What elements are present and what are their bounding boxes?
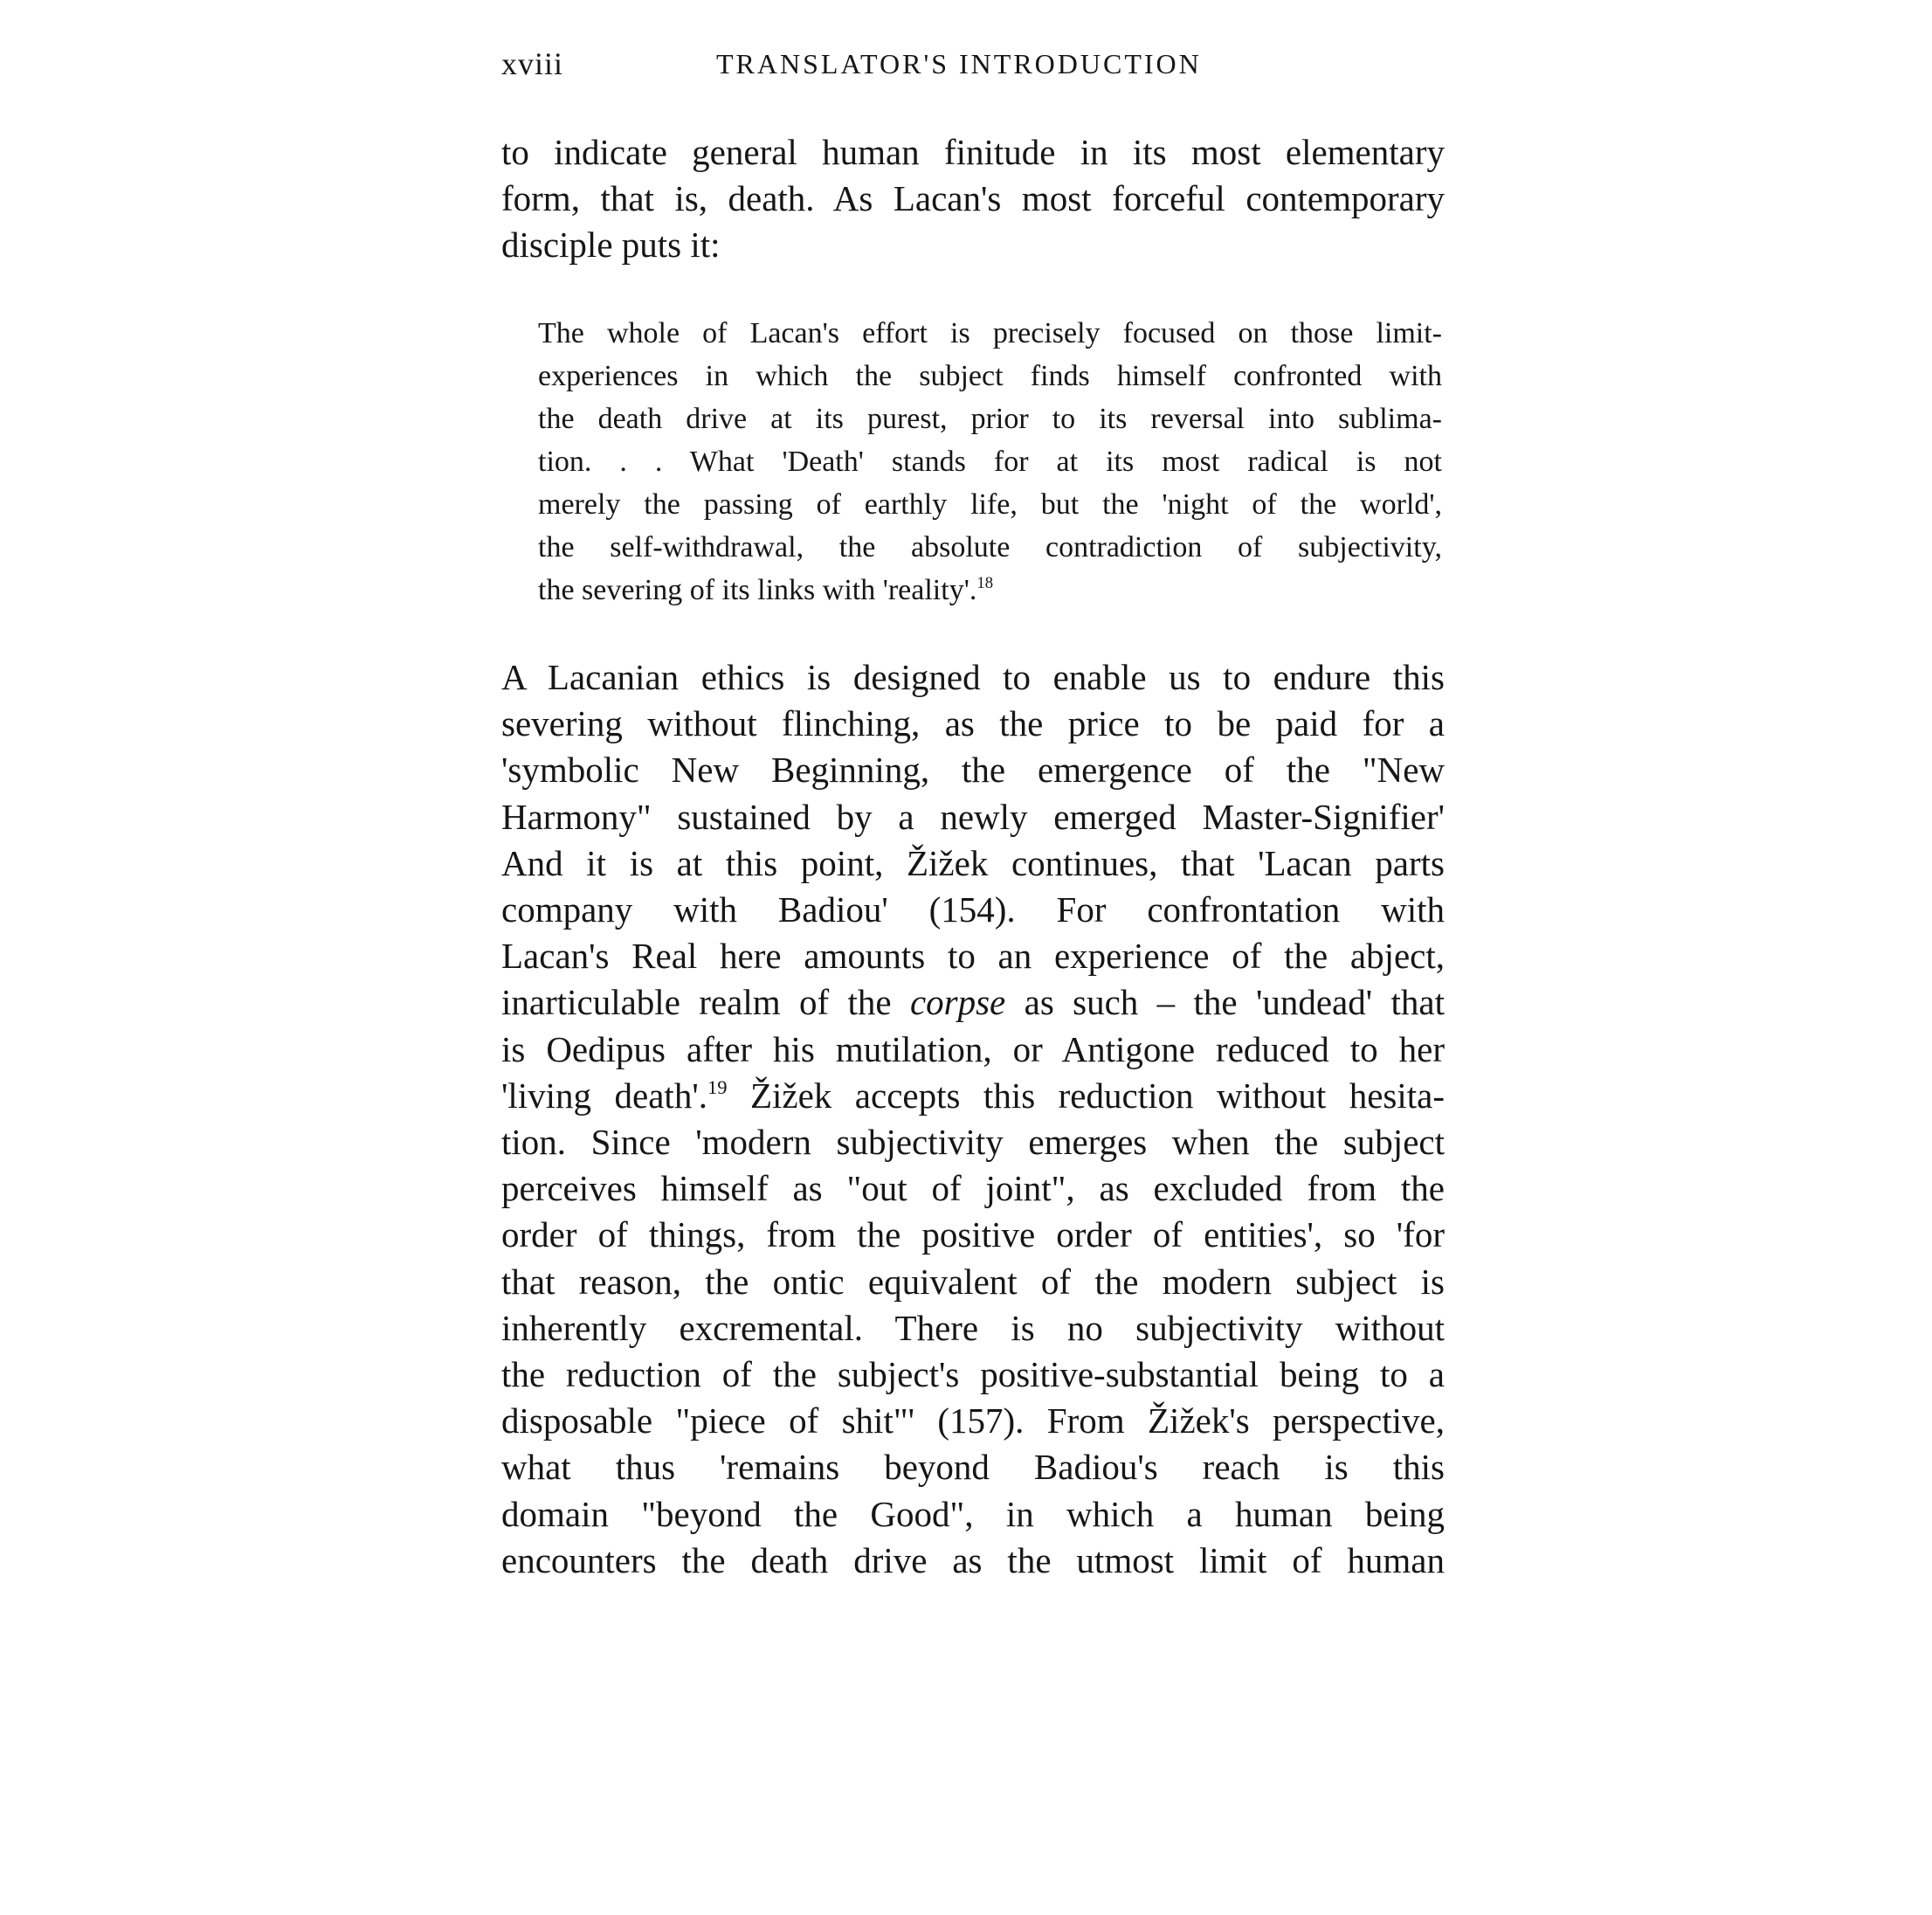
footnote-ref: 18: [976, 573, 994, 592]
page-header: [501, 45, 1445, 89]
text-segment: inarticulable realm of the: [501, 982, 910, 1023]
page-number: xviii: [501, 46, 564, 81]
quote-line: the death drive at its purest, prior to its reversal into sublima-: [538, 403, 1442, 435]
quote-line-text: the severing of its links with 'reality'.: [538, 574, 977, 606]
text-segment: Žižek accepts this reduction without hesita-: [727, 1075, 1446, 1116]
text-segment: 'living death'.: [501, 1075, 707, 1116]
text-line: order of things, from the positive order of entities', so 'for: [501, 1214, 1445, 1255]
quote-line: merely the passing of earthly life, but the 'night of the world',: [538, 488, 1442, 521]
paragraph-main: [501, 654, 1445, 1584]
text-line: severing without flinching, as the price to be paid for a: [501, 703, 1445, 744]
text-line: perceives himself as "out of joint", as excluded from the: [501, 1168, 1445, 1209]
italic-term: corpse: [909, 982, 1006, 1023]
text-line: to indicate general human finitude in its most elementary: [501, 132, 1445, 172]
quote-line: The whole of Lacan's effort is precisely focused on those limit-: [538, 317, 1442, 349]
running-head: TRANSLATOR'S INTRODUCTION: [716, 48, 1202, 80]
text-line: Harmony" sustained by a newly emerged Master-Signifier': [501, 796, 1445, 837]
text-line: disciple puts it:: [501, 225, 721, 265]
quote-line: experiences in which the subject finds himself confronted with: [538, 360, 1442, 392]
text-line: [501, 1073, 1445, 1119]
text-line: company with Badiou' (154). For confrontation with: [501, 889, 1445, 930]
text-line: tion. Since 'modern subjectivity emerges when the subject: [501, 1122, 1445, 1163]
quote-line: the self-withdrawal, the absolute contradiction of subjectivity,: [538, 531, 1442, 563]
text-line: is Oedipus after his mutilation, or Antigone reduced to her: [501, 1028, 1445, 1069]
text-line: form, that is, death. As Lacan's most forceful contemporary: [501, 178, 1445, 218]
text-segment: as such – the 'undead' that: [1005, 982, 1445, 1023]
text-line: disposable "piece of shit"' (157). From Žižek's perspective,: [501, 1400, 1445, 1441]
text-line: that reason, the ontic equivalent of the modern subject is: [501, 1261, 1445, 1302]
text-line: inherently excremental. There is no subjectivity without: [501, 1307, 1445, 1348]
block-quote: [538, 312, 1442, 612]
text-line: Lacan's Real here amounts to an experience of the abject,: [501, 936, 1445, 977]
text-line: A Lacanian ethics is designed to enable us to endure this: [501, 657, 1445, 697]
text-line: 'symbolic New Beginning, the emergence of the "New: [501, 750, 1445, 791]
footnote-ref: 19: [707, 1076, 728, 1099]
text-line: [501, 979, 1445, 1026]
paragraph-top: [501, 129, 1445, 268]
text-line: the reduction of the subject's positive-substantial being to a: [501, 1354, 1445, 1395]
text-line: domain "beyond the Good", in which a human being: [501, 1493, 1445, 1534]
text-line: encounters the death drive as the utmost limit of human: [501, 1539, 1445, 1580]
quote-line: tion. . . What 'Death' stands for at its most radical is not: [538, 446, 1442, 478]
text-line: And it is at this point, Žižek continues, that 'Lacan parts: [501, 842, 1445, 883]
quote-line: [538, 569, 1442, 612]
text-line: what thus 'remains beyond Badiou's reach is this: [501, 1447, 1445, 1488]
